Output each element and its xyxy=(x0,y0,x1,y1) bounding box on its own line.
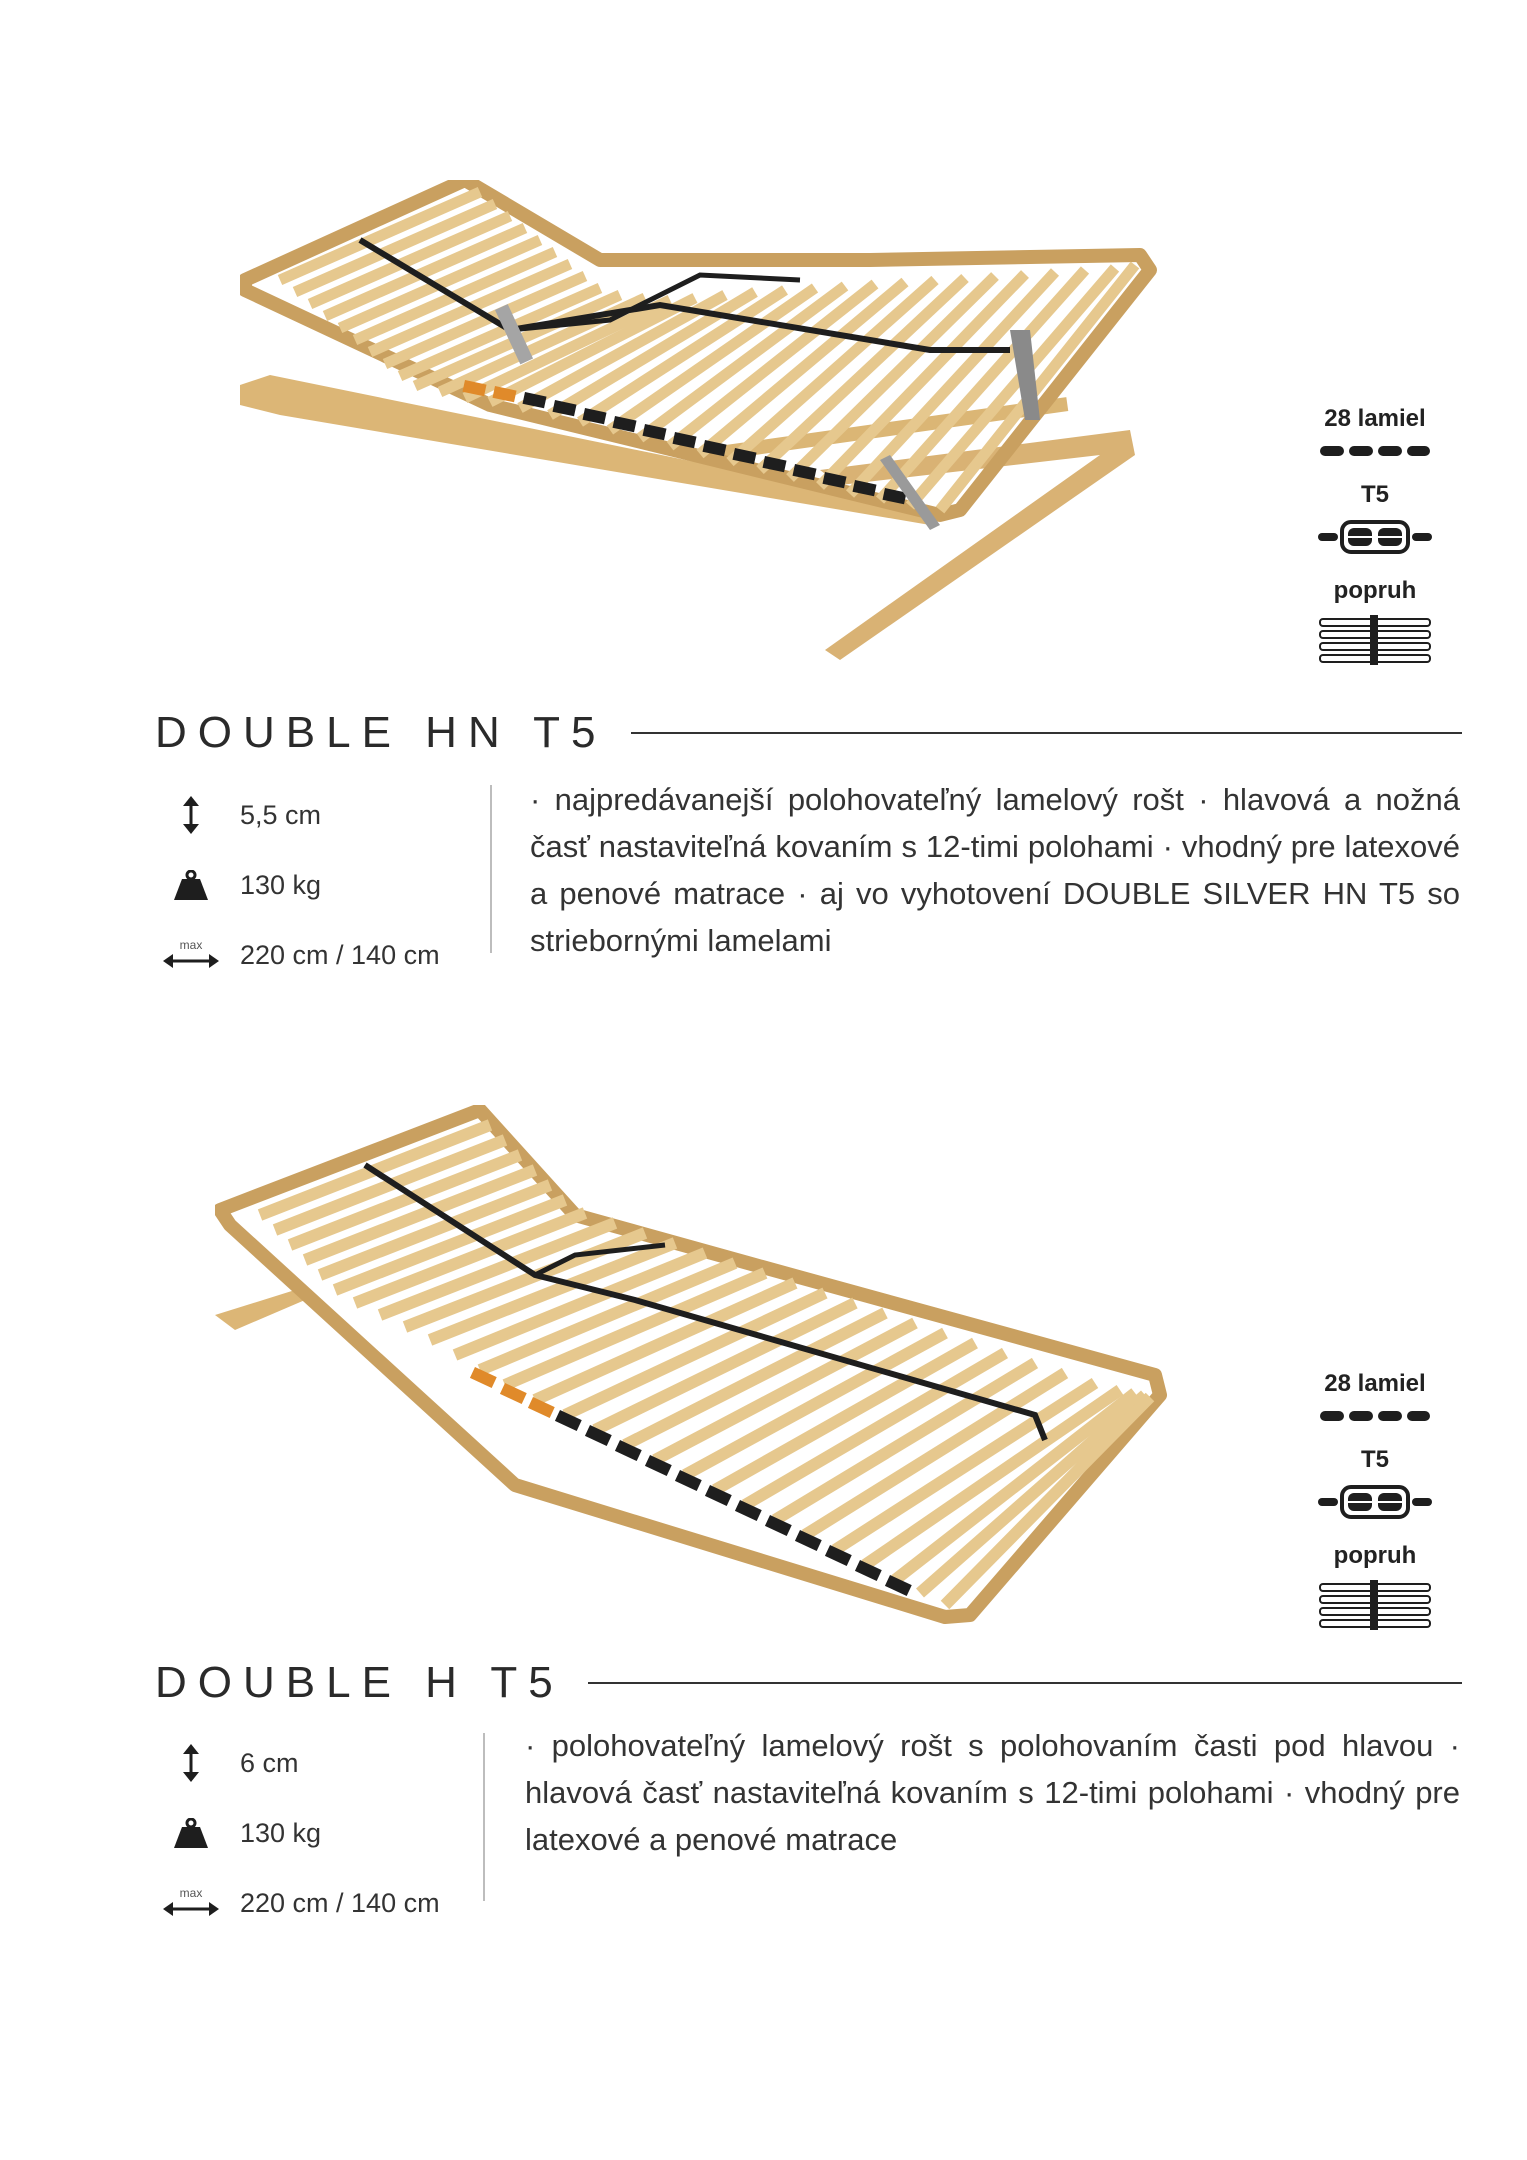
spec-size-value: 220 cm / 140 cm xyxy=(240,939,440,970)
product-title: DOUBLE HN T5 xyxy=(155,708,607,757)
strap-icon xyxy=(1318,1580,1432,1630)
product-title-row xyxy=(155,1658,1462,1708)
title-divider xyxy=(631,732,1463,734)
title-divider xyxy=(588,1682,1462,1684)
horizontal-arrow-icon xyxy=(160,1883,222,1923)
weight-icon xyxy=(160,1813,222,1853)
slat-legend xyxy=(1280,405,1470,687)
slat-type-label: T5 xyxy=(1360,481,1389,508)
product-title: DOUBLE H T5 xyxy=(155,1658,564,1707)
spec-load xyxy=(160,1798,490,1868)
strap-label: popruh xyxy=(1333,1542,1417,1569)
spec-height-value: 6 cm xyxy=(240,1747,299,1778)
max-label: max xyxy=(179,939,203,952)
slat-dashes-icon xyxy=(1320,443,1430,459)
slat-dashes-icon xyxy=(1320,1408,1430,1424)
spec-height xyxy=(160,1728,490,1798)
strap-label: popruh xyxy=(1333,577,1417,604)
spec-load-value: 130 kg xyxy=(240,869,322,900)
spec-load xyxy=(160,850,490,920)
product-title-row xyxy=(155,708,1462,758)
spec-size-value: 220 cm / 140 cm xyxy=(240,1887,440,1918)
slatted-frame-illustration xyxy=(215,1105,1175,1645)
product-double-h-t5 xyxy=(0,1000,1527,1960)
spec-height-value: 5,5 cm xyxy=(240,799,322,830)
product-description: · polohovateľný lamelový rošt s polohovaním časti pod hlavou · hlavová časť nastaviteľná kovaním s 12-timi polohami · vhodný pre latexové a penové matrace xyxy=(525,1728,1460,1857)
t5-holder-icon xyxy=(1318,519,1432,555)
product-photo-slatted-frame xyxy=(215,1105,1175,1645)
slat-type-label: T5 xyxy=(1360,1446,1389,1473)
product-double-hn-t5 xyxy=(0,0,1527,1000)
slat-count-label: 28 lamiel xyxy=(1324,405,1426,432)
spec-separator xyxy=(483,1733,485,1901)
spec-size xyxy=(160,1868,490,1938)
slatted-frame-illustration xyxy=(240,180,1160,680)
vertical-arrow-icon xyxy=(160,795,222,835)
strap-icon xyxy=(1318,615,1432,665)
slat-count-label: 28 lamiel xyxy=(1324,1370,1426,1397)
spec-height xyxy=(160,780,490,850)
product-description: · najpredávanejší polohovateľný lamelový rošt · hlavová a nožná časť nastaviteľná kovaním s 12-timi polohami · vhodný pre latexové a penové matrace · aj vo vyhotovení DOUBLE SILVER HN T5 so striebornými lamelami xyxy=(530,782,1460,958)
spec-load-value: 130 kg xyxy=(240,1817,322,1848)
horizontal-arrow-icon xyxy=(160,935,222,975)
spec-list xyxy=(160,1728,490,1938)
vertical-arrow-icon xyxy=(160,1743,222,1783)
product-photo-slatted-frame xyxy=(240,180,1160,680)
spec-list xyxy=(160,780,490,990)
spec-size xyxy=(160,920,490,990)
weight-icon xyxy=(160,865,222,905)
max-label: max xyxy=(179,1887,203,1900)
slat-legend xyxy=(1280,1370,1470,1652)
spec-separator xyxy=(490,785,492,953)
t5-holder-icon xyxy=(1318,1484,1432,1520)
